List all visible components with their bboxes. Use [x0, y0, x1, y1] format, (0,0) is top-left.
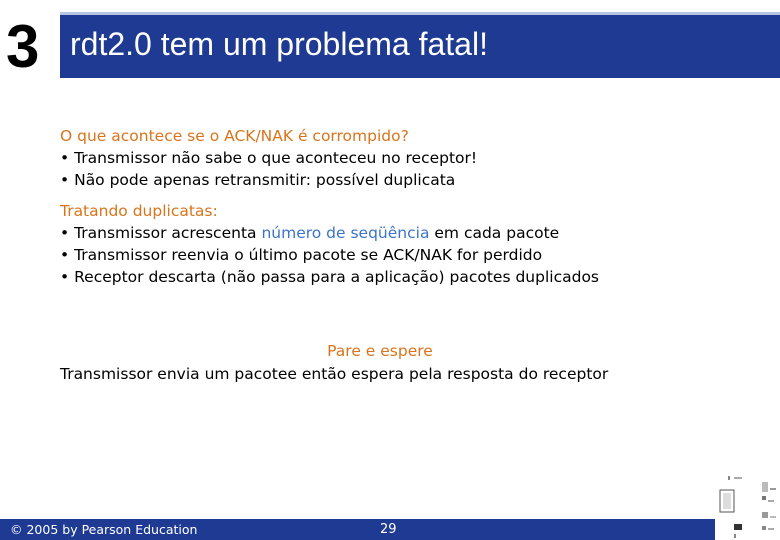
bullet-icon: • — [60, 246, 70, 264]
bullet-icon: • — [60, 171, 70, 189]
stop-and-wait-description: Transmissor envia um pacotee então espera pela resposta do receptor — [60, 365, 609, 383]
bullet-text: Não pode apenas retransmitir: possível duplicata — [74, 171, 456, 189]
copyright-text: © 2005 by Pearson Education — [10, 522, 198, 537]
section2-heading: Tratando duplicatas: — [60, 202, 218, 220]
page-number: 29 — [380, 522, 397, 537]
chapter-number: 3 — [6, 13, 40, 80]
bullet-text: Transmissor reenvia o último pacote se ACK/NAK for perdido — [74, 246, 543, 264]
title-band-top-line — [60, 12, 780, 15]
section2-bullet — [60, 244, 760, 266]
section2-bullet — [60, 222, 760, 244]
slide-title: rdt2.0 tem um problema fatal! — [70, 26, 488, 62]
bullet-icon: • — [60, 224, 70, 242]
footer-bar — [0, 519, 715, 540]
section1-heading: O que acontece se o ACK/NAK é corrompido? — [60, 127, 409, 145]
book-cover-thumbnail — [718, 472, 778, 540]
bullet-text-before: Transmissor acrescenta — [74, 224, 262, 242]
bullet-text: Transmissor não sabe o que aconteceu no receptor! — [74, 149, 478, 167]
section1-bullet — [60, 147, 760, 169]
title-band — [60, 12, 780, 78]
spacer — [60, 191, 760, 200]
bullet-icon: • — [60, 149, 70, 167]
bullet-text: Receptor descarta (não passa para a aplicação) pacotes duplicados — [74, 268, 599, 286]
slide-content — [60, 125, 760, 288]
sequence-number-highlight: número de seqüência — [261, 224, 430, 242]
stop-and-wait-title: Pare e espere — [327, 342, 433, 360]
section2-bullet — [60, 266, 760, 288]
section1-bullet — [60, 169, 760, 191]
bullet-icon: • — [60, 268, 70, 286]
bullet-text-after: em cada pacote — [429, 224, 560, 242]
